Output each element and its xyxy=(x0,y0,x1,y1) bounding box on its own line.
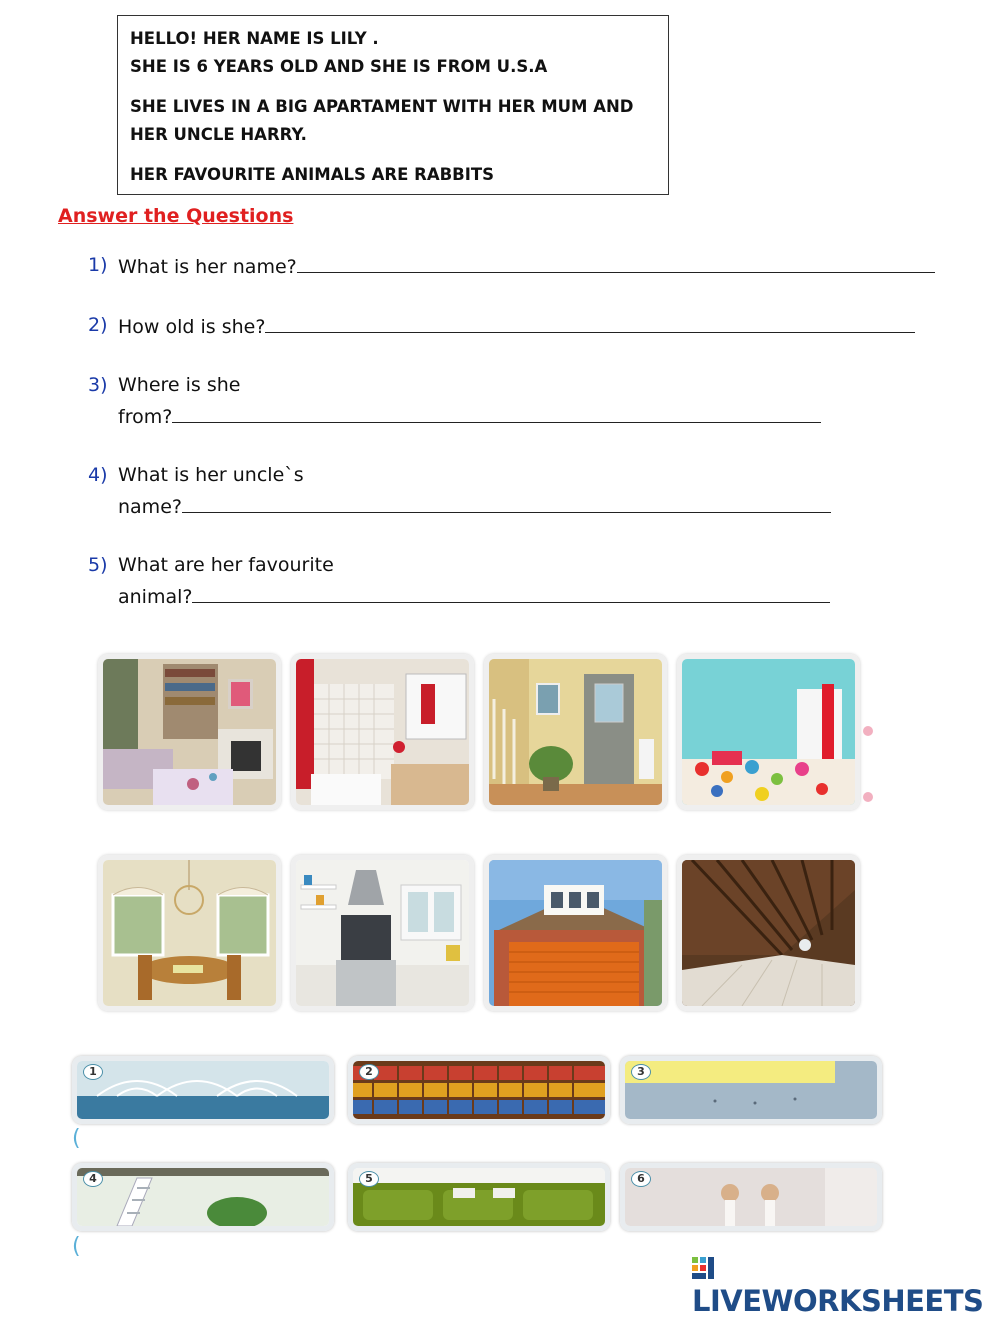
question-text-cont: animal? xyxy=(118,586,193,608)
dining-room-image xyxy=(98,855,281,1011)
logo-text: LIVEWORKSHEETS xyxy=(692,1284,984,1318)
question-text: Where is she xyxy=(118,374,241,396)
story-box xyxy=(117,15,669,195)
question-text-cont: name? xyxy=(118,496,182,518)
number-badge: 4 xyxy=(83,1171,103,1187)
number-badge: 5 xyxy=(359,1171,379,1187)
number-badge: 6 xyxy=(631,1171,651,1187)
question-5 xyxy=(88,550,830,612)
question-2 xyxy=(88,310,915,342)
living-room-image xyxy=(98,654,281,810)
story-line-2: SHE IS 6 YEARS OLD AND SHE IS FROM U.S.A xyxy=(130,57,548,76)
kitchen-image xyxy=(291,855,474,1011)
object-strip-2 xyxy=(348,1056,610,1124)
bathroom-image xyxy=(291,654,474,810)
question-number: 5) xyxy=(88,554,108,576)
story-line-1: HELLO! HER NAME IS LILY . xyxy=(130,29,379,48)
object-strip-4 xyxy=(72,1163,334,1231)
hall-image xyxy=(484,654,667,810)
story-line-5: HER FAVOURITE ANIMALS ARE RABBITS xyxy=(130,165,495,184)
question-number: 3) xyxy=(88,374,108,396)
answer-line[interactable] xyxy=(172,400,821,423)
question-number: 2) xyxy=(88,314,108,336)
answer-line[interactable] xyxy=(182,490,831,513)
question-number: 1) xyxy=(88,254,108,276)
number-badge: 1 xyxy=(83,1064,103,1080)
object-strip-6 xyxy=(620,1163,882,1231)
liveworksheets-logo xyxy=(692,1250,1000,1318)
question-text: What are her favourite xyxy=(118,554,334,576)
question-text: How old is she? xyxy=(118,316,266,338)
object-strip-1 xyxy=(72,1056,334,1124)
bracket-mark: ( xyxy=(72,1126,81,1151)
garage-image xyxy=(484,855,667,1011)
number-badge: 2 xyxy=(359,1064,379,1080)
question-text: What is her name? xyxy=(118,256,297,278)
answer-line[interactable] xyxy=(265,310,915,333)
number-badge: 3 xyxy=(631,1064,651,1080)
question-text: What is her uncle`s xyxy=(118,464,304,486)
object-strip-3 xyxy=(620,1056,882,1124)
object-strip-5 xyxy=(348,1163,610,1231)
attic-image xyxy=(677,855,860,1011)
question-4 xyxy=(88,460,831,522)
answer-line[interactable] xyxy=(192,580,830,603)
question-1 xyxy=(88,250,935,282)
question-number: 4) xyxy=(88,464,108,486)
story-line-4: HER UNCLE HARRY. xyxy=(130,125,307,144)
story-line-3: SHE LIVES IN A BIG APARTAMENT WITH HER MUM AND xyxy=(130,97,634,116)
answer-line[interactable] xyxy=(297,250,935,273)
question-3 xyxy=(88,370,821,432)
bracket-mark: ( xyxy=(72,1234,81,1259)
section-heading: Answer the Questions xyxy=(58,205,294,227)
question-text-cont: from? xyxy=(118,406,173,428)
logo-mark-icon xyxy=(692,1257,714,1279)
bedroom-image xyxy=(677,654,860,810)
